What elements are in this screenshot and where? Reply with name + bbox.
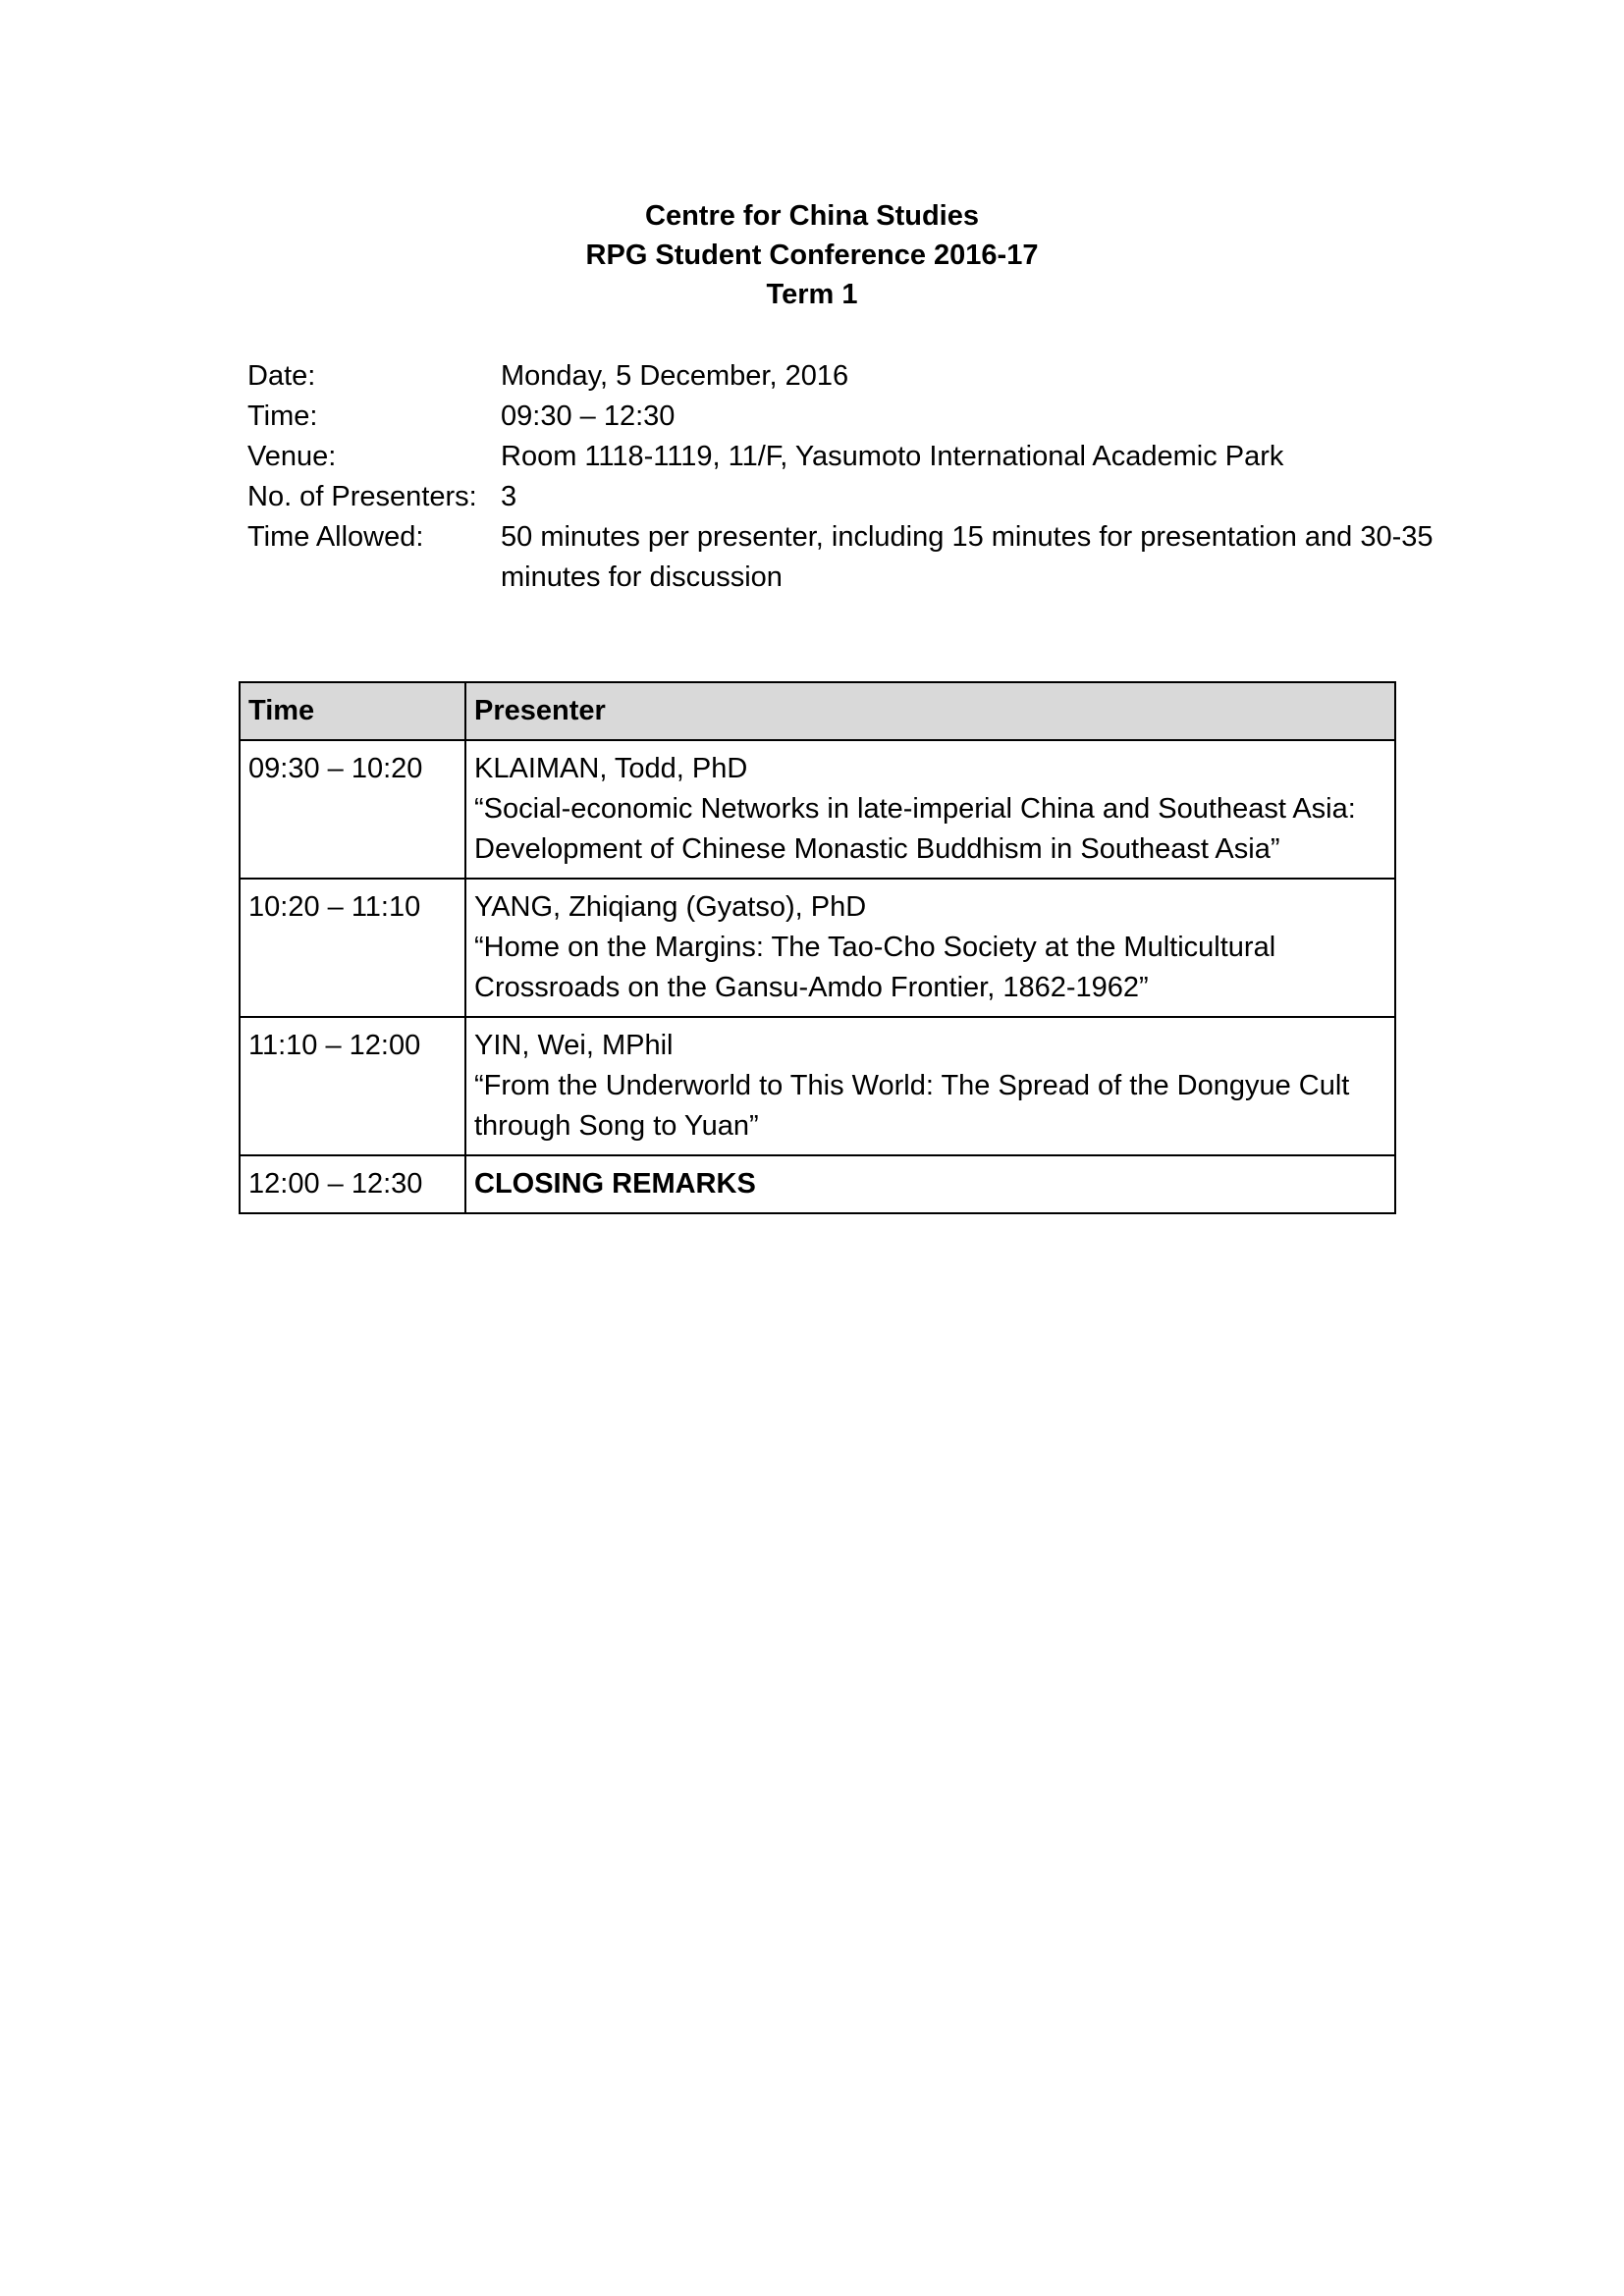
time-cell: 12:00 – 12:30 (240, 1155, 465, 1213)
event-info (247, 356, 1434, 598)
schedule-table (239, 681, 1396, 1214)
info-value: 09:30 – 12:30 (501, 400, 676, 432)
document-title (0, 196, 1624, 314)
title-line-term: Term 1 (766, 279, 858, 310)
presenter-name: YANG, Zhiqiang (Gyatso), PhD (474, 891, 867, 923)
info-row-presenters (247, 477, 1434, 517)
title-line-organization: Centre for China Studies (645, 200, 979, 232)
info-row-time-allowed (247, 517, 1434, 598)
presentation-title: “Home on the Margins: The Tao-Cho Society at the Multicultural Crossroads on the Gansu-Amdo Frontier, 1862-1962” (474, 932, 1276, 1003)
presentation-title: “Social-economic Networks in late-imperial China and Southeast Asia: Development of Chinese Monastic Buddhism in Southeast Asia” (474, 793, 1356, 865)
info-value: Room 1118-1119, 11/F, Yasumoto International Academic Park (501, 441, 1284, 472)
info-value: Monday, 5 December, 2016 (501, 360, 849, 392)
info-row-venue (247, 437, 1434, 477)
info-label: Date: (247, 360, 316, 392)
info-row-date (247, 356, 1434, 397)
table-row (240, 740, 1395, 879)
title-line-conference: RPG Student Conference 2016-17 (585, 240, 1039, 271)
table-row (240, 1155, 1395, 1213)
column-header-time: Time (240, 682, 465, 740)
presenter-cell (465, 1017, 1395, 1155)
table-row (240, 879, 1395, 1017)
closing-remarks-cell: CLOSING REMARKS (465, 1155, 1395, 1213)
column-header-presenter: Presenter (465, 682, 1395, 740)
info-row-time (247, 397, 1434, 437)
time-cell: 09:30 – 10:20 (240, 740, 465, 879)
info-label: Time: (247, 400, 318, 432)
presentation-title: “From the Underworld to This World: The Spread of the Dongyue Cult through Song to Yuan” (474, 1070, 1350, 1142)
info-label: Time Allowed: (247, 521, 424, 553)
table-row (240, 1017, 1395, 1155)
time-cell: 11:10 – 12:00 (240, 1017, 465, 1155)
info-label: Venue: (247, 441, 337, 472)
table-header-row (240, 682, 1395, 740)
presenter-name: KLAIMAN, Todd, PhD (474, 753, 748, 784)
info-value: 3 (501, 481, 517, 512)
presenter-name: YIN, Wei, MPhil (474, 1030, 674, 1061)
presenter-cell (465, 740, 1395, 879)
presenter-cell (465, 879, 1395, 1017)
info-value: 50 minutes per presenter, including 15 minutes for presentation and 30-35 minutes for discussion (501, 521, 1434, 593)
time-cell: 10:20 – 11:10 (240, 879, 465, 1017)
info-label: No. of Presenters: (247, 481, 477, 512)
